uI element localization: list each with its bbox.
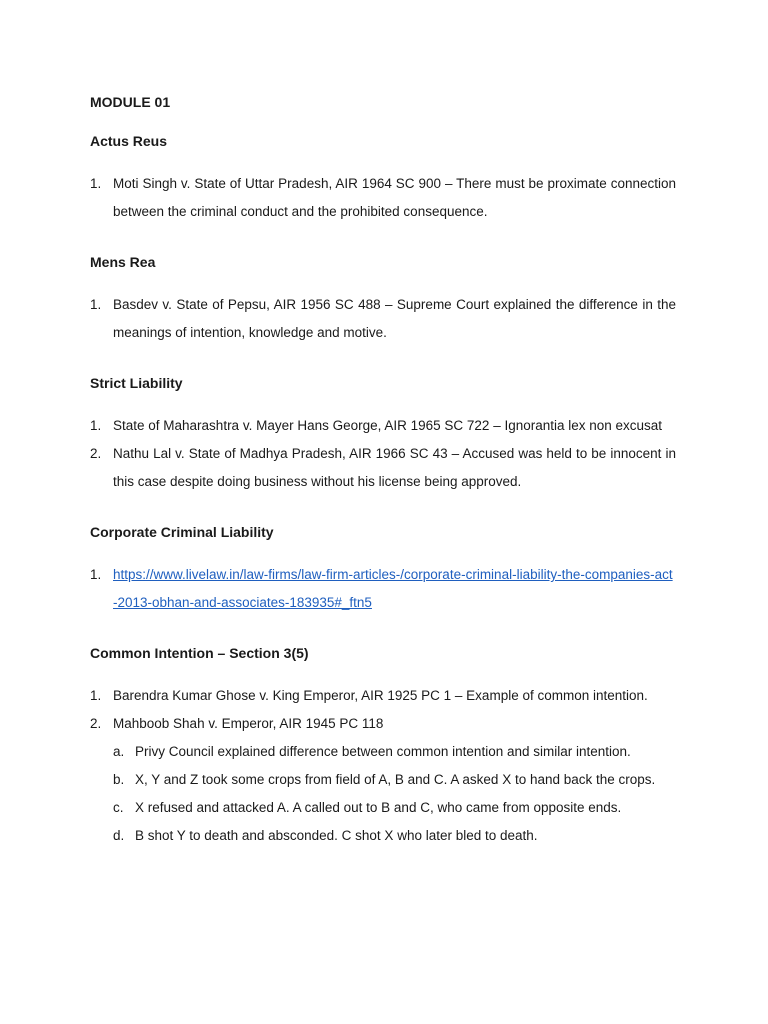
list-item [90,682,676,710]
sub-list-item-text: B shot Y to death and absconded. C shot X who later bled to death. [135,828,538,843]
case-list-actus-reus [90,170,676,226]
case-list-corporate-criminal-liability [90,561,676,617]
sub-list-item-text: X, Y and Z took some crops from field of A, B and C. A asked X to hand back the crops. [135,772,656,787]
list-item-text: Nathu Lal v. State of Madhya Pradesh, AIR 1966 SC 43 – Accused was held to be innocent in this case despite doing business without his license being approved. [113,446,676,489]
section-heading-common-intention: Common Intention – Section 3(5) [90,645,309,661]
case-list-mens-rea [90,291,676,347]
sub-list-marker: d. [113,828,125,843]
list-marker: 1. [90,176,102,191]
section-heading-corporate-criminal-liability: Corporate Criminal Liability [90,524,274,540]
list-item [90,170,676,226]
list-item-text: Barendra Kumar Ghose v. King Emperor, AIR 1925 PC 1 – Example of common intention. [113,688,648,703]
list-marker: 1. [90,567,102,582]
module-title: MODULE 01 [90,94,171,110]
document-body [90,92,676,850]
sub-list-marker: b. [113,772,125,787]
list-item [90,561,676,617]
list-item-text: Basdev v. State of Pepsu, AIR 1956 SC 488 – Supreme Court explained the difference in the meanings of intention, knowledge and motive. [113,297,676,340]
sub-list-mahboob-shah [90,738,676,850]
list-marker: 1. [90,688,102,703]
list-item-text: State of Maharashtra v. Mayer Hans George, AIR 1965 SC 722 – Ignorantia lex non excusat [113,418,663,433]
list-item [90,412,676,440]
section-heading-mens-rea: Mens Rea [90,254,156,270]
sub-list-item-text: Privy Council explained difference between common intention and similar intention. [135,744,631,759]
list-item [90,291,676,347]
sub-list-item-text: X refused and attacked A. A called out to B and C, who came from opposite ends. [135,800,622,815]
sub-list-item [90,738,676,766]
list-marker: 1. [90,297,102,312]
section-heading-actus-reus: Actus Reus [90,133,168,149]
list-marker: 2. [90,446,102,461]
list-marker: 1. [90,418,102,433]
case-list-strict-liability [90,412,676,496]
list-item [90,440,676,496]
list-item-text: Mahboob Shah v. Emperor, AIR 1945 PC 118 [113,716,384,731]
sub-list-item [90,766,676,794]
list-marker: 2. [90,716,102,731]
list-item-text: Moti Singh v. State of Uttar Pradesh, AIR 1964 SC 900 – There must be proximate connection between the criminal conduct and the prohibited consequence. [113,176,676,219]
sub-list-marker: c. [113,800,124,815]
list-item [90,710,676,738]
article-link[interactable]: https://www.livelaw.in/law-firms/law-firm-articles-/corporate-criminal-liability-the-companies-act-2013-obhan-and-associates-183935#_ftn5 [113,567,673,610]
section-heading-strict-liability: Strict Liability [90,375,183,391]
sub-list-item [90,822,676,850]
sub-list-marker: a. [113,744,125,759]
case-list-common-intention [90,682,676,738]
sub-list-item [90,794,676,822]
